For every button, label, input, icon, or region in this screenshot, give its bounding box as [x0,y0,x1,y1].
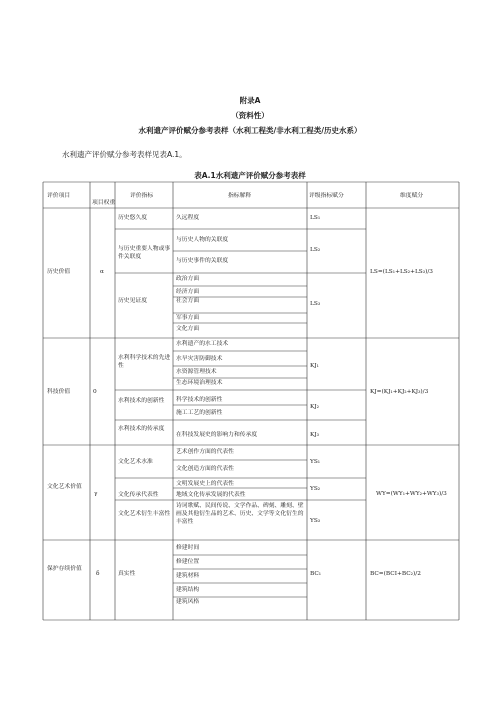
explanation-culture-regional: 地域文化传承发展的代表性 [176,492,246,498]
explanation-history-culture: 文化方面 [176,326,200,332]
explanation-protect-structure: 建筑结构 [176,587,200,593]
explanation-culture-civilization: 文明发展史上的代表性 [176,481,234,487]
grade-history-2: LS₂ [310,247,321,253]
col-header-score: 维度赋分 [400,193,424,199]
indicator-culture-heritage: 文化传承代表性 [118,492,159,498]
score-protect: BC=(BCI+BC₂)/2 [370,571,421,577]
grade-history-3: LS₃ [310,301,321,307]
explanation-tech-construction-innovation: 施工工艺的创新性 [176,410,223,416]
grade-protect-1: BC₁ [310,571,322,577]
explanation-protect-material: 建筑材料 [176,573,200,579]
indicator-culture-art: 文化艺术水准 [118,459,153,465]
explanation-tech-influence: 在科技发展史的影响力和传承度 [176,432,258,438]
explanation-tech-flood: 水旱灾害防御技术 [176,356,223,362]
col-header-weight: 项目权重 [92,200,116,206]
explanation-tech-hydraulic: 水利遗产的水工技术 [176,341,229,347]
grade-tech-1: KJ₁ [310,363,319,369]
explanation-history-event: 与历史事件的关联度 [176,258,229,264]
grade-tech-2: KJ₂ [310,404,319,410]
indicator-history-age: 历史悠久度 [118,215,147,221]
explanation-tech-water-management: 水资源管理技术 [176,369,217,375]
score-history: LS=(LS₁+LS₂+LS₃)/3 [370,269,433,275]
weight-culture: γ [94,491,98,497]
explanation-protect-location: 修建位置 [176,559,200,565]
project-history: 历史价值 [47,269,71,275]
explanation-culture-art: 艺术创作方面的代表性 [176,449,234,455]
indicator-protect-authenticity: 真实性 [118,571,136,577]
score-tech: KJ=(KJ₁+KJ₂+KJ₃)/3 [370,389,429,395]
project-tech: 科技价值 [47,389,71,395]
explanation-tech-ecology: 生态环境治理技术 [176,380,223,386]
explanation-culture-richness: 诗词歌赋、民间传说、文学作品、碑刻、雕刻、壁画及其他衍生品的艺术、历史、文学等文化衍生的丰富性 [176,503,304,525]
grade-culture-2: YS₂ [310,486,321,492]
appendix-label: 附录A [239,96,261,105]
weight-tech: 0 [93,389,97,395]
grade-history-1: LS₁ [310,215,321,221]
explanation-history-person: 与历史人物的关联度 [176,237,229,243]
explanation-tech-science-innovation: 科学技术的创新性 [176,397,223,403]
weight-protect: δ [96,571,100,577]
grade-tech-3: KJ₃ [310,432,319,438]
grade-culture-3: YS₃ [310,518,321,524]
col-header-indicator: 评价指标 [130,193,154,199]
explanation-history-politics: 政治方面 [176,276,200,282]
weight-history: α [100,269,104,275]
intro-paragraph: 水利遗产评价赋分参考表样见表A.1。 [62,150,187,159]
indicator-history-witness: 历史见证度 [118,298,147,304]
project-protect: 保护存续价值 [47,566,82,572]
col-header-project: 评价项目 [47,193,71,199]
indicator-tech-advanced: 水利科学技术的先进性 [118,355,171,369]
col-header-explanation: 指标解释 [228,193,252,199]
explanation-culture-creation: 文化创造方面的代表性 [176,466,234,472]
explanation-history-society: 社会方面 [176,298,200,304]
explanation-history-age: 久远程度 [176,215,200,221]
explanation-protect-time: 修建时间 [176,545,200,551]
explanation-history-military: 军事方面 [176,315,200,321]
col-header-grade: 评级指标赋分 [309,193,344,199]
indicator-tech-inheritance: 水利技术的传承度 [118,426,165,432]
project-culture: 文化艺术价值 [47,484,82,490]
score-culture: WY=(WY₁+WY₂+WY₃)/3 [376,491,447,497]
grade-culture-1: YS₁ [310,459,321,465]
explanation-protect-style: 建筑风格 [176,599,200,605]
indicator-tech-innovation: 水利技术的创新性 [118,398,165,404]
explanation-history-economy: 经济方面 [176,289,200,295]
indicator-culture-derivative: 文化艺术衍生丰富性 [118,511,171,517]
informative-label: （资料性） [231,111,269,120]
appendix-title: 水利遗产评价赋分参考表样（水利工程类/非水利工程类/历史水系） [138,126,362,135]
table-caption: 表A.1水利遗产评价赋分参考表样 [194,171,306,180]
indicator-history-relation: 与历史重要人物或事件关联度 [118,246,171,260]
